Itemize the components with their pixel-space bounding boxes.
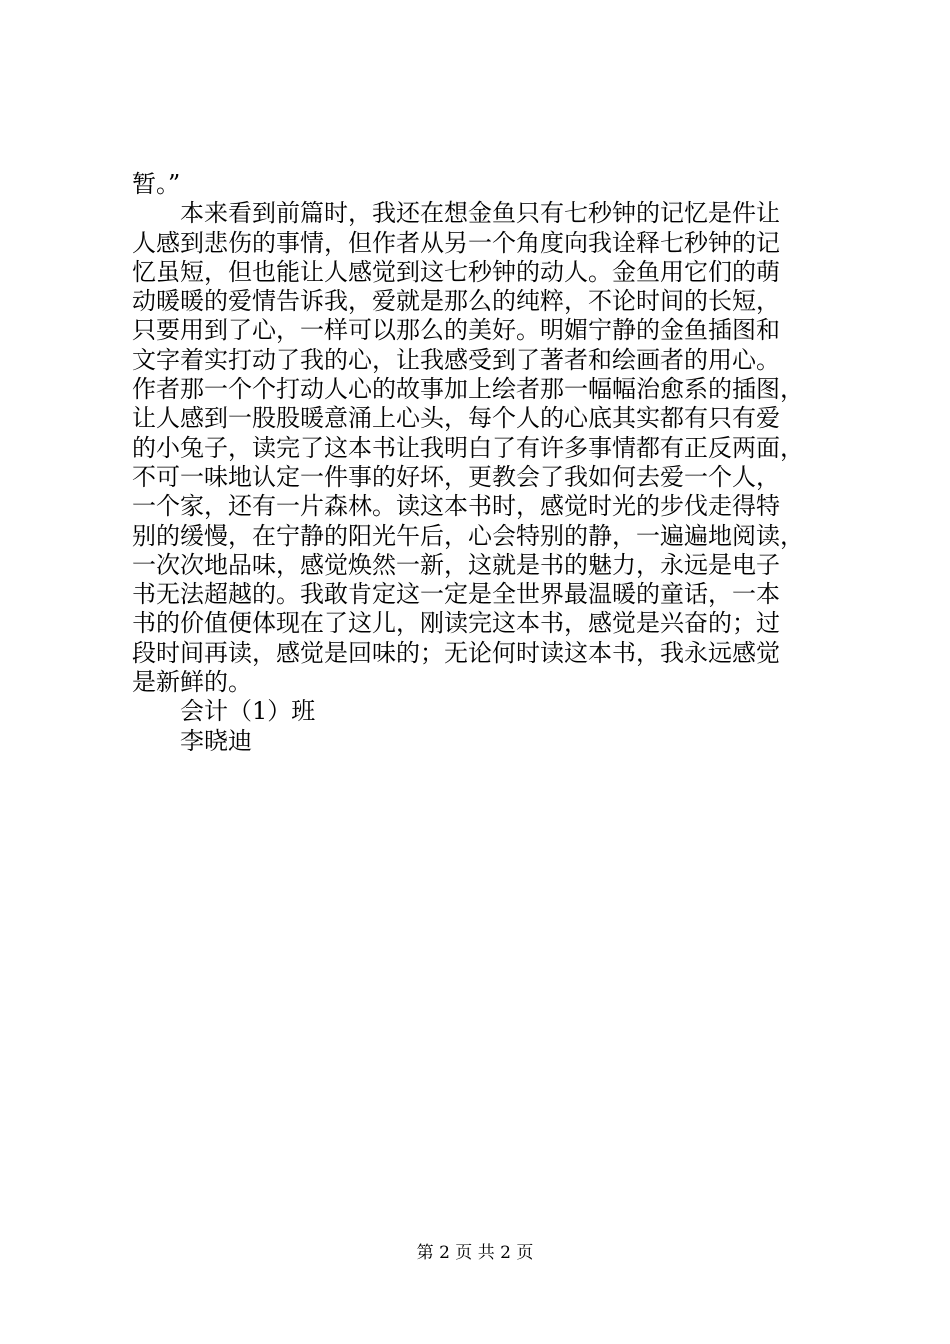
- class-name: 会计（1）班: [180, 697, 316, 726]
- text-line: 暂。”: [132, 170, 181, 198]
- text-line: 让人感到一股股暖意涌上心头，每个人的心底其实都有只有爱: [132, 404, 780, 433]
- text-line: 的小兔子，读完了这本书让我明白了有许多事情都有正反两面，: [132, 433, 804, 462]
- page-number-footer: 第 2 页 共 2 页: [416, 1243, 534, 1263]
- text-line: 动暖暖的爱情告诉我，爱就是那么的纯粹，不论时间的长短，: [132, 287, 780, 316]
- text-line: 段时间再读，感觉是回味的；无论何时读这本书，我永远感觉: [132, 638, 780, 667]
- text-line: 只要用到了心，一样可以那么的美好。明媚宁静的金鱼插图和: [132, 316, 780, 345]
- text-line: 忆虽短，但也能让人感觉到这七秒钟的动人。金鱼用它们的萌: [132, 257, 780, 286]
- text-line: 别的缓慢，在宁静的阳光午后，心会特别的静，一遍遍地阅读，: [132, 521, 804, 550]
- text-line: 作者那一个个打动人心的故事加上绘者那一幅幅治愈系的插图，: [132, 375, 804, 404]
- essay-body: [132, 170, 832, 756]
- text-line: 一个家，还有一片森林。读这本书时，感觉时光的步伐走得特: [132, 492, 780, 521]
- text-line: 是新鲜的。: [132, 668, 252, 697]
- text-line: 书无法超越的。我敢肯定这一定是全世界最温暖的童话，一本: [132, 580, 780, 609]
- text-line: 人感到悲伤的事情，但作者从另一个角度向我诠释七秒钟的记: [132, 228, 780, 257]
- paragraph-start-line: 本来看到前篇时，我还在想金鱼只有七秒钟的记忆是件让: [180, 199, 780, 228]
- text-line: 书的价值便体现在了这儿，刚读完这本书，感觉是兴奋的；过: [132, 609, 780, 638]
- text-line: 一次次地品味，感觉焕然一新，这就是书的魅力，永远是电子: [132, 550, 780, 579]
- author-name: 李晓迪: [180, 726, 252, 755]
- text-line: 不可一味地认定一件事的好坏，更教会了我如何去爱一个人，: [132, 462, 780, 491]
- text-line: 文字着实打动了我的心，让我感受到了著者和绘画者的用心。: [132, 345, 780, 374]
